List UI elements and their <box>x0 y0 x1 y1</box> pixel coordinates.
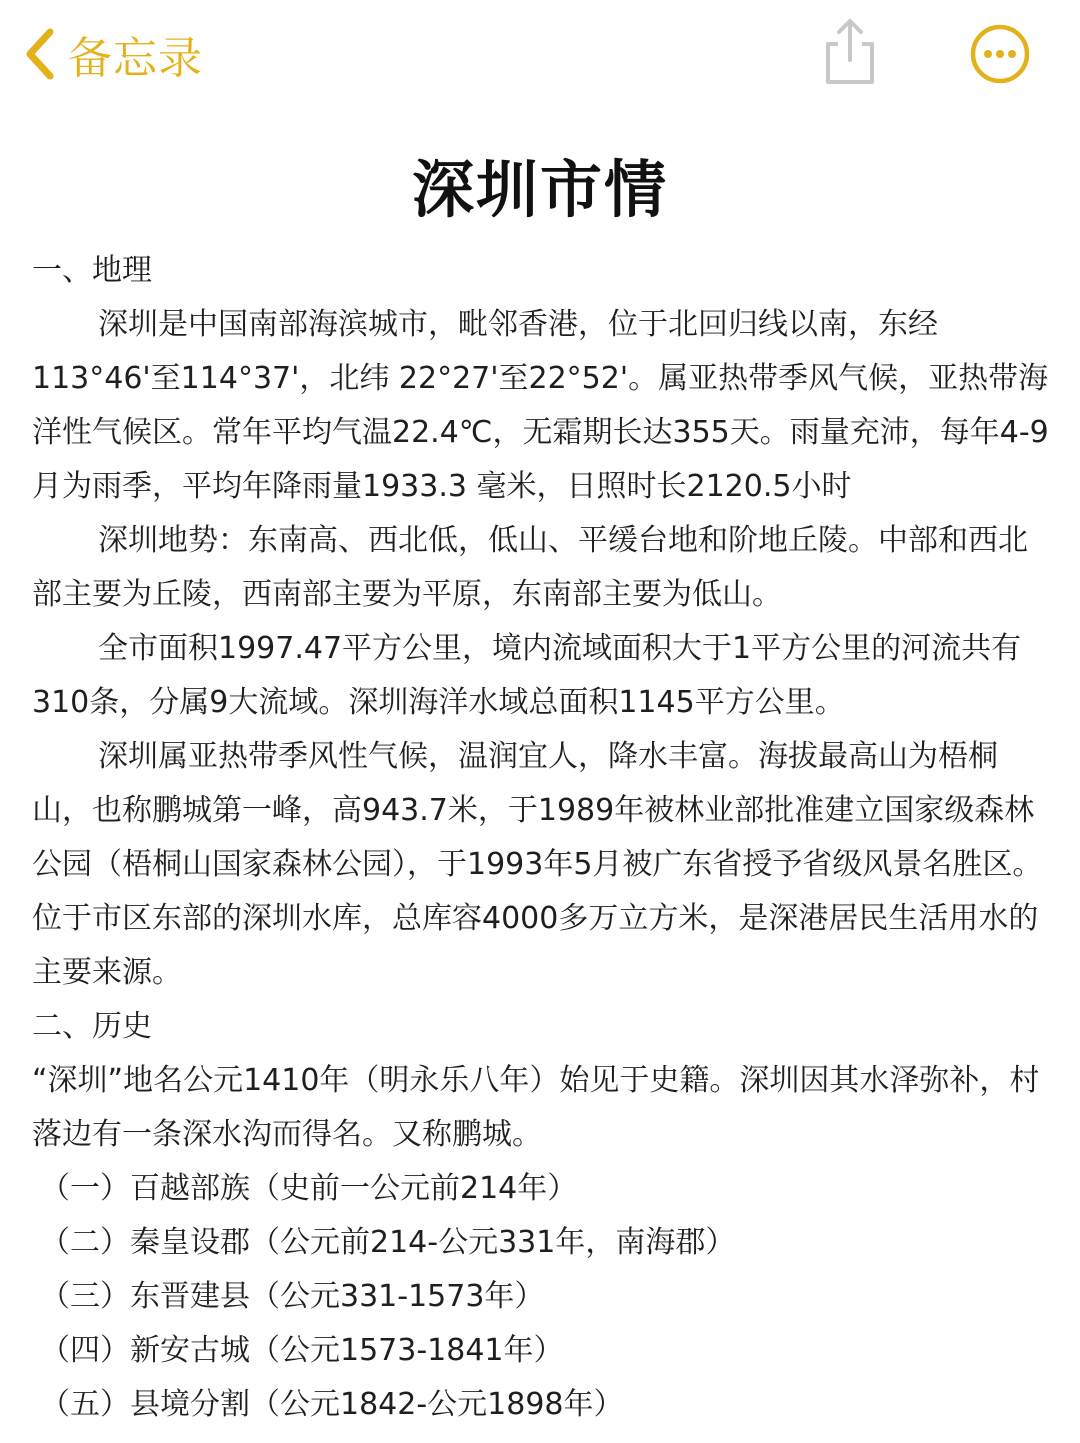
history-item: （四）新安古城（公元1573-1841年） <box>40 1333 564 1368</box>
geo-paragraph-1: 深圳是中国南部海滨城市，毗邻香港，位于北回归线以南，东经113°46'至114°37'，北纬 22°27'至22°52'。属亚热带季风气候，亚热带海洋性气候区。常年平均气温22.4℃，无霜期长达355天。雨量充沛，每年4-9月为雨季，平均年降雨量1933.3 毫米，日照时长2120.5小时 <box>32 307 1049 504</box>
more-icon <box>968 22 1032 86</box>
back-label: 备忘录 <box>68 33 203 84</box>
history-item: （五）县境分割（公元1842-公元1898年） <box>40 1387 624 1422</box>
chevron-left-icon <box>22 26 56 82</box>
more-button[interactable] <box>968 22 1032 86</box>
history-heading: 二、历史 <box>32 1009 152 1044</box>
navigation-bar <box>0 0 1080 110</box>
history-item: （三）东晋建县（公元331-1573年） <box>40 1279 545 1314</box>
geo-heading: 一、地理 <box>32 253 152 288</box>
share-icon <box>820 16 880 88</box>
history-paragraph-1: “深圳”地名公元1410年（明永乐八年）始见于史籍。深圳因其水泽弥补，村落边有一条深水沟而得名。又称鹏城。 <box>32 1063 1040 1152</box>
geo-paragraph-4: 深圳属亚热带季风性气候，温润宜人，降水丰富。海拔最高山为梧桐山，也称鹏城第一峰，高943.7米，于1989年被林业部批准建立国家级森林公园（梧桐山国家森林公园），于1993年5月被广东省授予省级风景名胜区。位于市区东部的深圳水库，总库容4000多万立方米，是深港居民生活用水的主要来源。 <box>32 739 1043 990</box>
geo-paragraph-2: 深圳地势：东南高、西北低，低山、平缓台地和阶地丘陵。中部和西北部主要为丘陵，西南部主要为平原，东南部主要为低山。 <box>32 523 1028 612</box>
note-body[interactable] <box>32 244 1052 1432</box>
share-button[interactable] <box>820 16 880 88</box>
back-button[interactable] <box>22 24 203 84</box>
history-item: （一）百越部族（史前一公元前214年） <box>40 1171 578 1206</box>
geo-paragraph-3: 全市面积1997.47平方公里，境内流域面积大于1平方公里的河流共有310条，分属9大流域。深圳海洋水域总面积1145平方公里。 <box>32 631 1022 720</box>
note-title: 深圳市情 <box>411 153 668 226</box>
history-item: （二）秦皇设郡（公元前214-公元331年，南海郡） <box>40 1225 736 1260</box>
